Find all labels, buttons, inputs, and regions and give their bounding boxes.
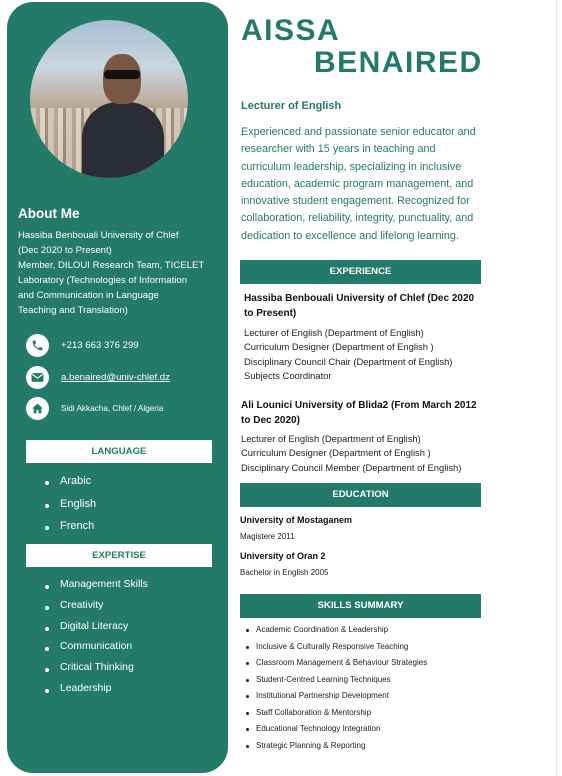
education-degree: Bachelor in English 2005 bbox=[240, 568, 329, 577]
phone-text: +213 663 376 299 bbox=[61, 340, 139, 351]
about-line: and Communication in Language bbox=[18, 290, 159, 301]
expertise-header: EXPERTISE bbox=[26, 544, 212, 567]
list-item: Leadership bbox=[45, 683, 148, 704]
about-line: Teaching and Translation) bbox=[18, 305, 128, 316]
job-line: Disciplinary Council Member (Department of English) bbox=[241, 461, 462, 473]
list-item: Academic Coordination & Leadership bbox=[246, 625, 427, 642]
about-line: Member, DILOUI Research Team, TICELET bbox=[18, 260, 205, 271]
profile-photo bbox=[30, 20, 188, 178]
job-details bbox=[244, 326, 452, 384]
about-text bbox=[18, 228, 218, 318]
summary bbox=[241, 124, 501, 245]
job-line: Lecturer of English (Department of English) bbox=[244, 327, 424, 338]
summary-line: collaboration, reliability, integrity, punctuality, and bbox=[241, 212, 474, 225]
home-icon bbox=[26, 397, 49, 420]
job-heading-line: Hassiba Benbouali University of Chlef (Dec 2020 bbox=[244, 293, 475, 304]
summary-line: Experienced and passionate senior educator and bbox=[241, 126, 476, 138]
job-details bbox=[241, 432, 461, 475]
about-line: (Dec 2020 to Present) bbox=[18, 245, 112, 256]
language-list bbox=[45, 475, 96, 543]
email-link[interactable]: a.benaired@univ-chlef.dz bbox=[61, 372, 170, 383]
list-item: Strategic Planning & Reporting bbox=[246, 741, 427, 758]
photo-sunglasses bbox=[104, 70, 140, 79]
expertise-list bbox=[45, 579, 148, 704]
contact-email[interactable] bbox=[26, 366, 170, 389]
education-school: University of Mostaganem bbox=[240, 515, 353, 525]
job-line: Disciplinary Council Chair (Department of English) bbox=[244, 355, 453, 367]
job-line: Subjects Coordinator bbox=[244, 370, 332, 382]
list-item: Creativity bbox=[45, 600, 148, 621]
list-item: Student-Centred Learning Techniques bbox=[246, 675, 427, 692]
phone-icon bbox=[26, 334, 49, 357]
job-line: Curriculum Designer (Department of English ) bbox=[241, 447, 431, 459]
skills-list bbox=[246, 625, 427, 757]
about-title: About Me bbox=[18, 206, 80, 221]
list-item: Management Skills bbox=[45, 579, 148, 600]
job-heading-line: Ali Lounici University of Blida2 (From March 2012 bbox=[241, 400, 477, 411]
summary-line: researcher with 15 years in teaching and bbox=[241, 143, 436, 156]
last-name: BENAIRED bbox=[314, 46, 483, 79]
experience-header: EXPERIENCE bbox=[240, 260, 481, 284]
job-line: Curriculum Designer (Department of English ) bbox=[244, 341, 434, 353]
list-item: Critical Thinking bbox=[45, 662, 148, 683]
job-heading bbox=[244, 291, 474, 321]
education-school: University of Oran 2 bbox=[240, 551, 326, 561]
photo-person-body bbox=[82, 102, 164, 178]
sidebar bbox=[7, 2, 228, 773]
summary-line: dedication to excellence and lifelong learning. bbox=[241, 229, 459, 242]
list-item: Arabic bbox=[45, 475, 96, 498]
job-heading-line: to Dec 2020) bbox=[241, 415, 300, 426]
list-item: Inclusive & Culturally Responsive Teaching bbox=[246, 642, 427, 659]
first-name: AISSA bbox=[241, 14, 341, 47]
list-item: French bbox=[45, 520, 96, 543]
address-text: Sidi Akkacha, Chlef / Algeria bbox=[61, 404, 164, 413]
summary-line: education, academic program management, and bbox=[241, 177, 474, 190]
summary-line: curriculum leadership, specializing in inclusive bbox=[241, 160, 462, 173]
contact-address bbox=[26, 397, 163, 420]
list-item: Institutional Partnership Development bbox=[246, 691, 427, 708]
contact-phone bbox=[26, 334, 139, 357]
about-line: Hassiba Benbouali University of Chlef bbox=[18, 230, 179, 241]
about-line: Laboratory (Technologies of Information bbox=[18, 275, 188, 286]
list-item: Staff Collaboration & Mentorship bbox=[246, 708, 427, 725]
language-header: LANGUAGE bbox=[26, 440, 212, 463]
summary-line: innovative student engagement. Recognized for bbox=[241, 195, 470, 208]
education-header: EDUCATION bbox=[240, 483, 481, 507]
job-line: Lecturer of English (Department of English) bbox=[241, 433, 421, 444]
list-item: English bbox=[45, 498, 96, 521]
skills-header: SKILLS SUMMARY bbox=[240, 594, 481, 618]
education-degree: Magistere 2011 bbox=[240, 532, 295, 541]
job-heading-line: to Present) bbox=[244, 308, 297, 319]
list-item: Classroom Management & Behaviour Strategies bbox=[246, 658, 427, 675]
job-heading bbox=[241, 398, 477, 428]
job-title: Lecturer of English bbox=[241, 100, 342, 112]
list-item: Digital Literacy bbox=[45, 621, 148, 642]
list-item: Communication bbox=[45, 641, 148, 662]
mail-icon bbox=[26, 366, 49, 389]
list-item: Educational Technology Integration bbox=[246, 724, 427, 741]
photo-person-head bbox=[103, 54, 141, 104]
